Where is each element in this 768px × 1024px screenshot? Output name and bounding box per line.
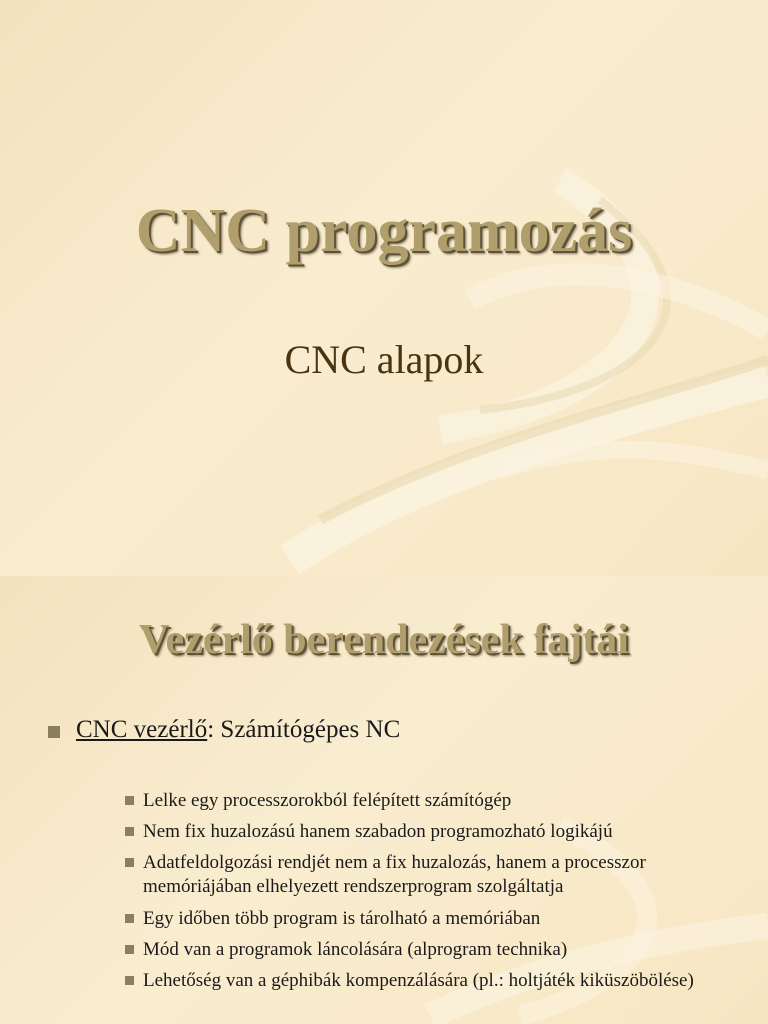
cnc-controller-definition: : Számítógépes NC (207, 716, 401, 743)
square-bullet-icon (125, 796, 134, 805)
sub-bullet (125, 851, 735, 899)
slide-2 (0, 576, 768, 1024)
square-bullet-icon (125, 827, 134, 836)
sub-bullet-text: Mód van a programok láncolására (alprogram technika) (143, 939, 568, 960)
sub-bullet-text: Adatfeldolgozási rendjét nem a fix huzalozás, hanem a processzor memóriájában elhelyezett rendszerprogram szolgáltatja (143, 852, 646, 897)
sub-bullet-text: Lelke egy processzorokból felépített számítógép (143, 790, 512, 811)
sub-bullet (125, 938, 735, 962)
sub-bullet (125, 820, 735, 844)
square-bullet-icon (125, 976, 134, 985)
sub-bullet (125, 907, 735, 931)
sub-bullet (125, 969, 735, 993)
sub-bullet-text: Lehetőség van a géphibák kompenzálására (pl.: holtjáték kiküszöbölése) (143, 970, 694, 991)
sub-bullet-text: Nem fix huzalozású hanem szabadon programozható logikájú (143, 821, 613, 842)
square-bullet-icon (125, 858, 134, 867)
slide-1-title: CNC programozás (135, 197, 633, 265)
slide-1-subtitle: CNC alapok (284, 337, 484, 382)
cnc-controller-term: CNC vezérlő (76, 716, 208, 743)
slide-2-title: Vezérlő berendezések fajtái (139, 617, 629, 663)
sub-bullet-text: Egy időben több program is tárolható a memóriában (143, 908, 541, 929)
square-bullet-icon (48, 726, 60, 738)
sub-bullet (125, 789, 735, 813)
main-bullet-text (76, 716, 400, 744)
square-bullet-icon (125, 945, 134, 954)
square-bullet-icon (125, 914, 134, 923)
